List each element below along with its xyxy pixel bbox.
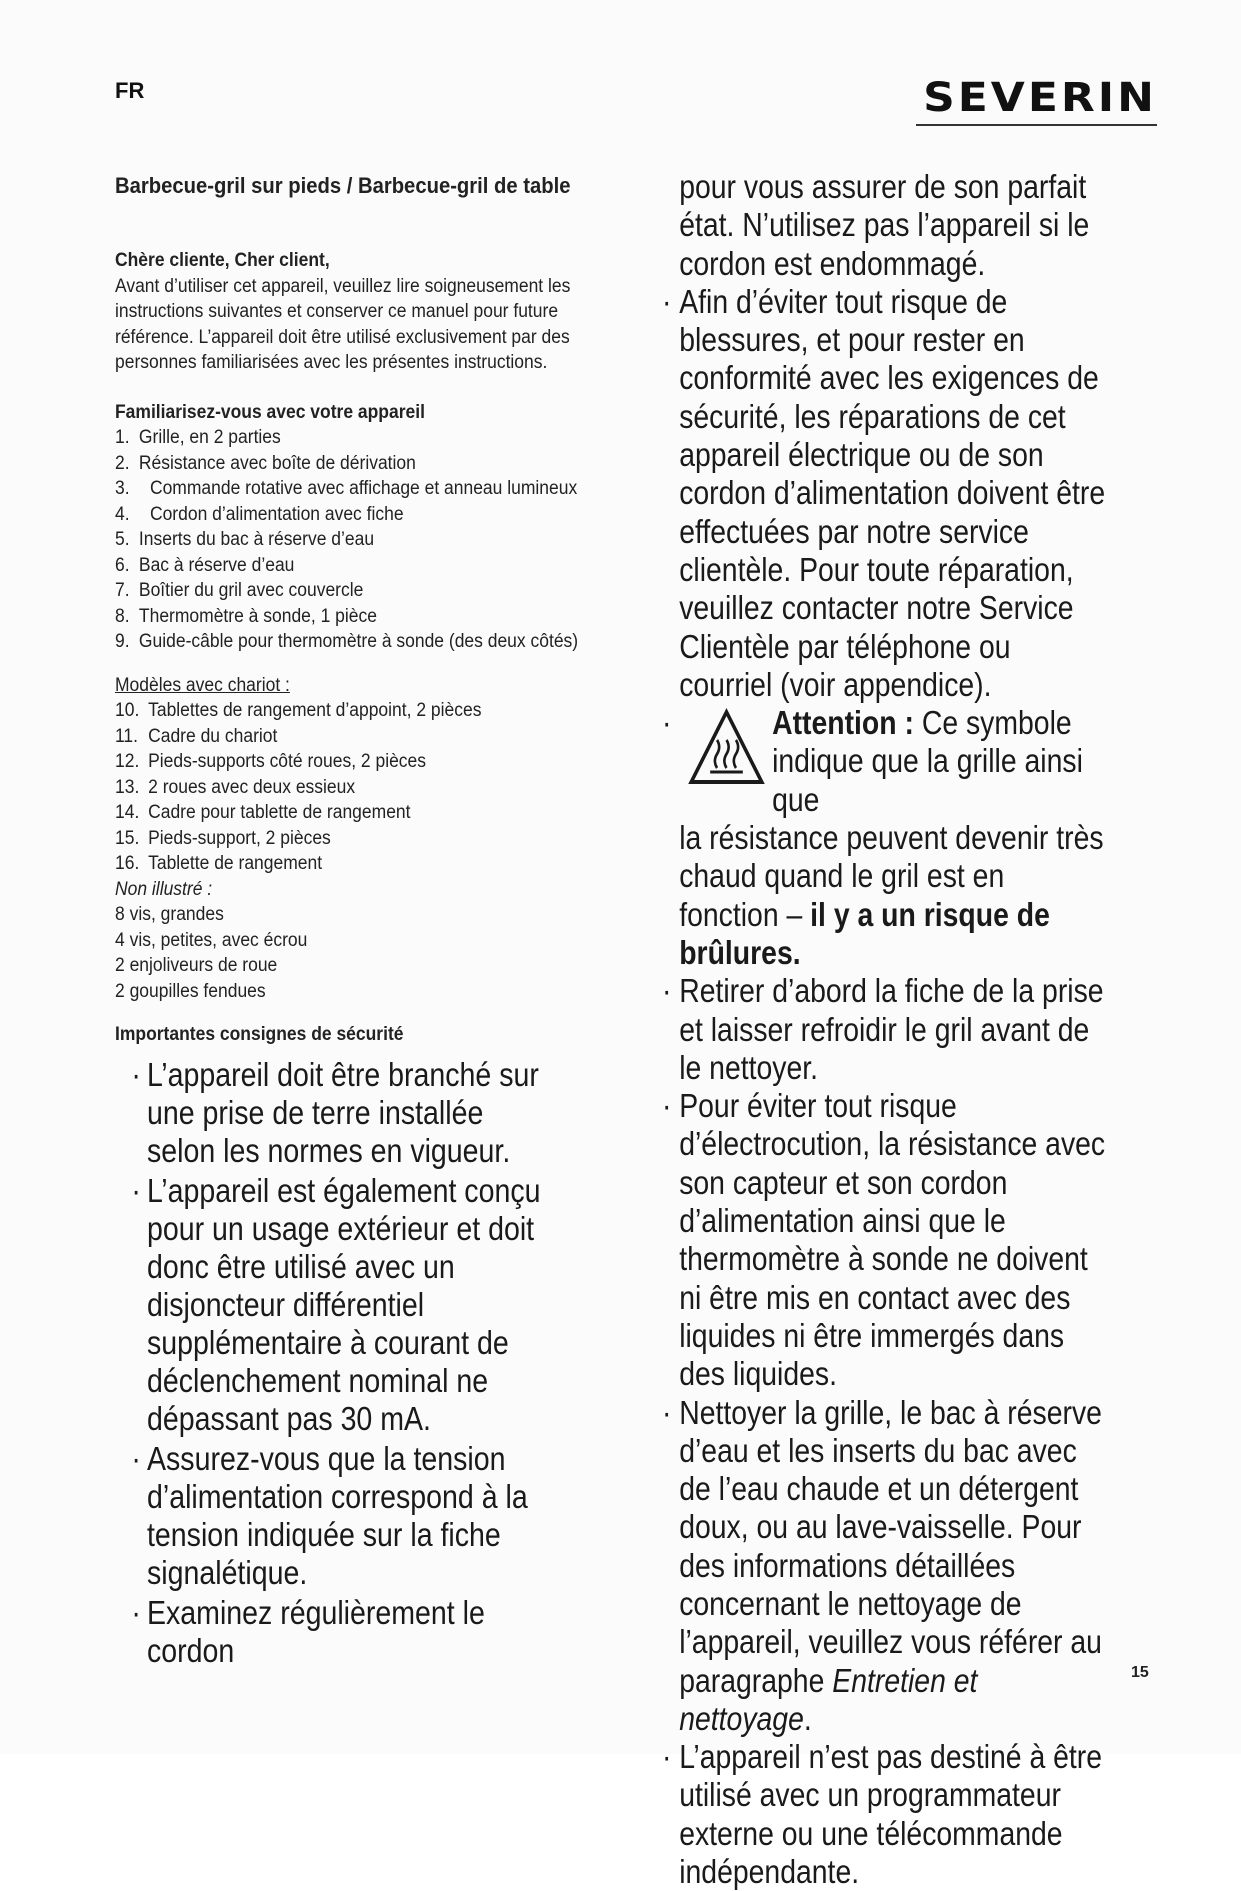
safety-item: · Assurez-vous que la tension d’alimentation correspond à la tension indiquée sur la fiche signalétique. (131, 1439, 528, 1591)
list-item: 12. Pieds-supports côté roues, 2 pièces (115, 751, 427, 772)
extra-item: 2 enjoliveurs de roue (115, 955, 278, 976)
safety-heading: Importantes consignes de sécurité (115, 1024, 404, 1045)
document-title: Barbecue-gril sur pieds / Barbecue-gril de table (115, 173, 571, 198)
extra-item: 4 vis, petites, avec écrou (115, 929, 308, 951)
safety-item: · Examinez régulièrement le cordon (131, 1593, 485, 1669)
list-item: 15. Pieds-support, 2 pièces (115, 827, 331, 849)
brand-underline (916, 124, 1157, 126)
list-item: 13. 2 roues avec deux essieux (115, 776, 356, 798)
list-item: 14. Cadre pour tablette de rangement (115, 802, 411, 823)
safety-list (115, 1056, 552, 1670)
language-code: FR (115, 78, 145, 103)
list-item: 5. Inserts du bac à réserve d’eau (115, 529, 375, 550)
right-column (662, 168, 1109, 1891)
left-column (115, 172, 580, 1670)
timer-item: · L’appareil n’est pas destiné à être utilisé avec un programmateur externe ou une télécommande indépendante. (662, 1738, 1103, 1891)
repair-item: · Afin d’éviter tout risque de blessures, et pour rester en conformité avec les exigences de sécurité, les réparations de cet appareil électrique ou de son cordon d’alimentation doivent être effectuées par notre service clientèle. Pour toute réparation, veuillez contacter notre Service Clientèle par téléphone ou courriel (voir appendice). (662, 282, 1106, 703)
unplug-item: · Retirer d’abord la fiche de la prise et laisser refroidir le gril avant de le nettoyer. (662, 972, 1104, 1086)
burn-risk-warning: il y a un risque de brûlures. (679, 895, 1050, 971)
page-number: 15 (1131, 1664, 1149, 1681)
models-heading: Modèles avec chariot : (115, 674, 290, 696)
list-item: 10. Tablettes de rangement d’appoint, 2 pièces (115, 700, 482, 721)
cord-continuation: pour vous assurer de son parfait état. N’utilisez pas l’appareil si le cordon est endommagé. (679, 168, 1090, 282)
intro-paragraph: Avant d’utiliser cet appareil, veuillez lire soigneusement les instructions suivantes et conserver ce manuel pour future référence. L’appareil doit être utilisé exclusivement par des personnes familiarisées avec les présentes instructions. (115, 275, 571, 373)
list-item: 9. Guide-câble pour thermomètre à sonde (des deux côtés) (115, 631, 579, 652)
familiar-heading: Familiarisez-vous avec votre appareil (115, 401, 425, 423)
brand-logo: SEVERIN (923, 74, 1157, 121)
list-item: 4. Cordon d’alimentation avec fiche (115, 503, 404, 525)
salutation: Chère cliente, Cher client, (115, 250, 330, 271)
list-item: 6. Bac à réserve d’eau (115, 554, 295, 576)
list-item: 3. Commande rotative avec affichage et anneau lumineux (115, 478, 578, 499)
hot-surface-warning-icon (688, 708, 765, 786)
cleaning-item: · Nettoyer la grille, le bac à réserve d’eau et les inserts du bac avec de l’eau chaude et un détergent doux, ou au lave-vaisselle. Pour des informations détaillées concernant le nettoyage de l’appareil, veuillez vous référer au paragraphe Entretien et nettoyage. (662, 1393, 1102, 1737)
list-item: 8. Thermomètre à sonde, 1 pièce (115, 605, 377, 627)
maintenance-reference: Entretien et nettoyage (679, 1661, 978, 1737)
safety-item: · L’appareil est également conçu pour un usage extérieur et doit donc être utilisé avec un disjoncteur différentiel supplémentaire à courant de déclenchement nominal ne dépassant pas 30 mA. (131, 1171, 541, 1437)
attention-label: Attention : (772, 704, 914, 742)
list-item: 11. Cadre du chariot (115, 725, 278, 747)
safety-item: · L’appareil doit être branché sur une prise de terre installée selon les normes en vigueur. (131, 1055, 539, 1169)
list-item: 1. Grille, en 2 parties (115, 427, 281, 448)
electrocution-item: · Pour éviter tout risque d’électrocution, la résistance avec son capteur et son cordon d’alimentation ainsi que le thermomètre à sonde ne doivent ni être mis en contact avec des liquides ni être immergés dans des liquides. (662, 1087, 1106, 1393)
models-list (115, 698, 580, 877)
attention-item: · Attention : Ce symbole indique que la grille ainsi que la résistance peuvent devenir très chaud quand le gril est en fonction – il y a un risque de brûlures. (662, 704, 1104, 971)
list-item: 16. Tablette de rangement (115, 853, 323, 874)
extra-item: 2 goupilles fendues (115, 980, 266, 1002)
extra-item: 8 vis, grandes (115, 904, 224, 925)
list-item: 7. Boîtier du gril avec couvercle (115, 580, 364, 601)
parts-list (115, 425, 580, 655)
not-shown-label: Non illustré : (115, 878, 213, 900)
list-item: 2. Résistance avec boîte de dérivation (115, 452, 416, 474)
